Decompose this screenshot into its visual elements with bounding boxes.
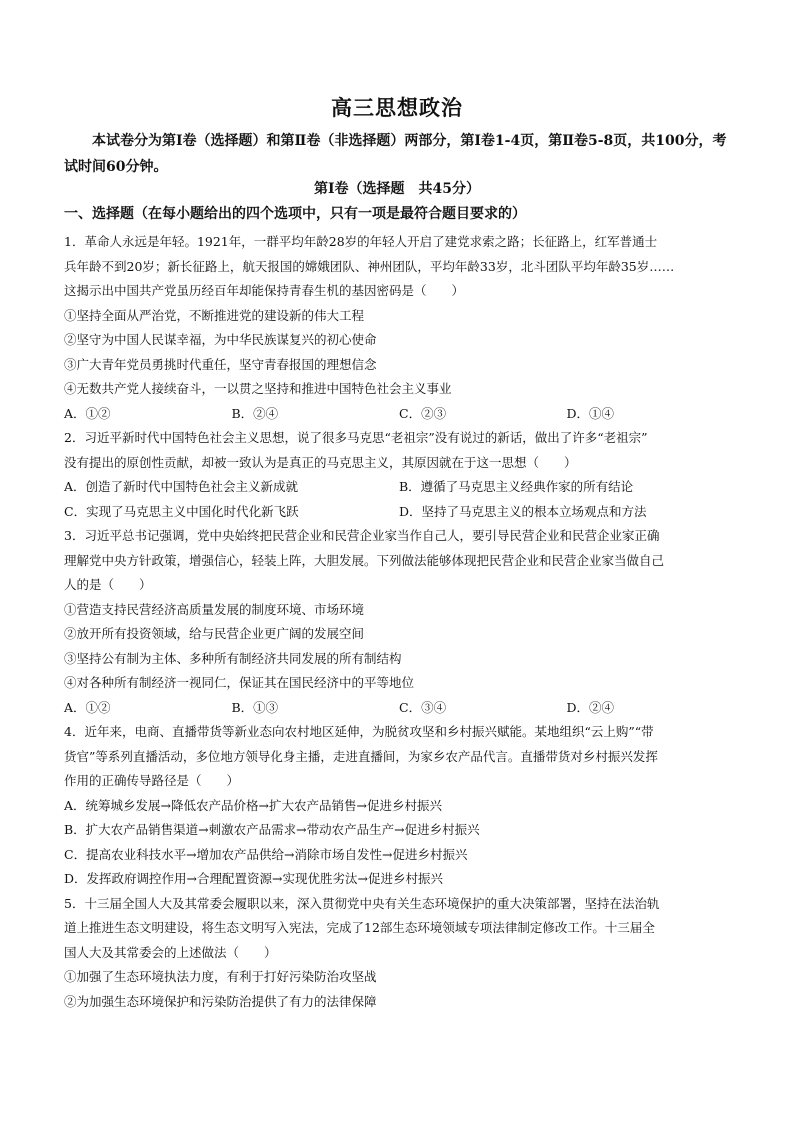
statement-item: ②放开所有投资领域，给与民营企业更广阔的发展空间 <box>64 626 365 641</box>
page-title: 高三思想政治 <box>331 96 463 120</box>
questions-list <box>64 230 734 1014</box>
question-text-line: 货官”等系列直播活动，多位地方领导化身主播，走进直播间，为家乡农产品代言。直播带货对乡村振兴发挥 <box>64 748 658 764</box>
question-text-line: 道上推进生态文明建设，将生态文明写入宪法，完成了12部生态环境领域专项法律制定修改工作。十三届全 <box>64 920 655 935</box>
choice-b: B．②④ <box>231 405 279 421</box>
statement-item: ①加强了生态环境执法力度，有利于打好污染防治攻坚战 <box>64 969 377 984</box>
question-text-line: 人的是（ ） <box>64 577 152 592</box>
statement-item: ①坚持全面从严治党，不断推进党的建设新的伟大工程 <box>64 307 365 323</box>
choice-b: B．扩大农产品销售渠道→刺激农产品需求→带动农产品生产→促进乡村振兴 <box>64 822 480 837</box>
choice-b: B．①③ <box>231 699 279 715</box>
question-5 <box>64 892 734 1015</box>
statement-item: ②为加强生态环境保护和污染防治提供了有力的法律保障 <box>64 993 377 1009</box>
question-2 <box>64 426 734 524</box>
statement-item: ④对各种所有制经济一视同仁，保证其在国民经济中的平等地位 <box>64 675 415 690</box>
answer-choices <box>64 696 734 721</box>
question-1 <box>64 230 734 426</box>
question-text-line: 2．习近平新时代中国特色社会主义思想，说了很多马克思“老祖宗”没有说过的新话，做出了许多“老祖宗” <box>64 430 648 445</box>
choice-c: C．实现了马克思主义中国化时代化新飞跃 <box>64 503 299 519</box>
question-text-line: 3．习近平总书记强调，党中央始终把民营企业和民营企业家当作自己人，要引导民营企业和民营企业家正确 <box>64 528 660 543</box>
statement-item: ③坚持公有制为主体、多种所有制经济共同发展的所有制结构 <box>64 650 402 666</box>
statement-item: ①营造支持民营经济高质量发展的制度环境、市场环境 <box>64 601 365 617</box>
question-text-line: 理解党中央方针政策，增强信心，轻装上阵，大胆发展。下列做法能够体现把民营企业和民营企业家当做自己 <box>64 552 665 568</box>
answer-choices <box>64 402 734 427</box>
statement-item: ④无数共产党人接续奋斗，一以贯之坚持和推进中国特色社会主义事业 <box>64 381 452 396</box>
question-text-line: 国人大及其常委会的上述做法（ ） <box>64 944 277 960</box>
choice-c: C．③④ <box>399 699 447 715</box>
answer-choices-row <box>64 500 734 525</box>
question-text-line: 这揭示出中国共产党虽历经百年却能保持青春生机的基因密码是（ ） <box>64 283 465 298</box>
statement-item: ③广大青年党员勇挑时代重任，坚守青春报国的理想信念 <box>64 356 377 372</box>
question-text-line: 兵年龄不到20岁；新长征路上，航天报国的嫦娥团队、神州团队，平均年龄33岁，北斗团队平均年龄35岁…… <box>64 258 675 274</box>
section-heading: 第Ⅰ卷（选择题 共45分） <box>313 181 481 197</box>
question-3 <box>64 524 734 720</box>
choice-b: B．遵循了马克思主义经典作家的所有结论 <box>399 479 634 494</box>
choice-c: C．提高农业科技水平→增加农产品供给→消除市场自发性→促进乡村振兴 <box>64 846 468 862</box>
choice-d: D．坚持了马克思主义的根本立场观点和方法 <box>399 503 647 519</box>
choice-d: D．②④ <box>566 699 615 715</box>
question-text-line: 作用的正确传导路径是（ ） <box>64 773 240 788</box>
question-text-line: 5．十三届全国人大及其常委会履职以来，深入贯彻党中央有关生态环境保护的重大决策部署，坚持在法治轨 <box>64 895 660 911</box>
answer-choices-row <box>64 475 734 500</box>
question-text-line: 4．近年来，电商、直播带货等新业态向农村地区延伸，为脱贫攻坚和乡村振兴赋能。某地组织“云上购”“带 <box>64 724 654 739</box>
choice-a: A．①② <box>64 699 111 715</box>
choice-a: A．①② <box>64 405 111 421</box>
exam-instructions: 本试卷分为第Ⅰ卷（选择题）和第Ⅱ卷（非选择题）两部分，第Ⅰ卷1-4页，第Ⅱ卷5-8页，共100分，考试时间60分钟。 <box>64 133 727 175</box>
question-text-line: 1．革命人永远是年轻。1921年，一群平均年龄28岁的年轻人开启了建党求索之路；长征路上，红军普通士 <box>64 234 658 249</box>
choice-d: D．①④ <box>566 405 615 421</box>
choice-c: C．②③ <box>399 405 447 421</box>
choice-d: D．发挥政府调控作用→合理配置资源→实现优胜劣汰→促进乡村振兴 <box>64 871 443 886</box>
statement-item: ②坚守为中国人民谋幸福，为中华民族谋复兴的初心使命 <box>64 332 377 347</box>
part-heading: 一、选择题（在每小题给出的四个选项中，只有一项是最符合题目要求的） <box>64 206 526 222</box>
choice-a: A．创造了新时代中国特色社会主义新成就 <box>64 479 299 494</box>
choice-a: A．统筹城乡发展→降低农产品价格→扩大农产品销售→促进乡村振兴 <box>64 797 442 813</box>
question-text-line: 没有提出的原创性贡献，却被一致认为是真正的马克思主义，其原因就在于这一思想（ ） <box>64 454 577 470</box>
question-4 <box>64 720 734 892</box>
